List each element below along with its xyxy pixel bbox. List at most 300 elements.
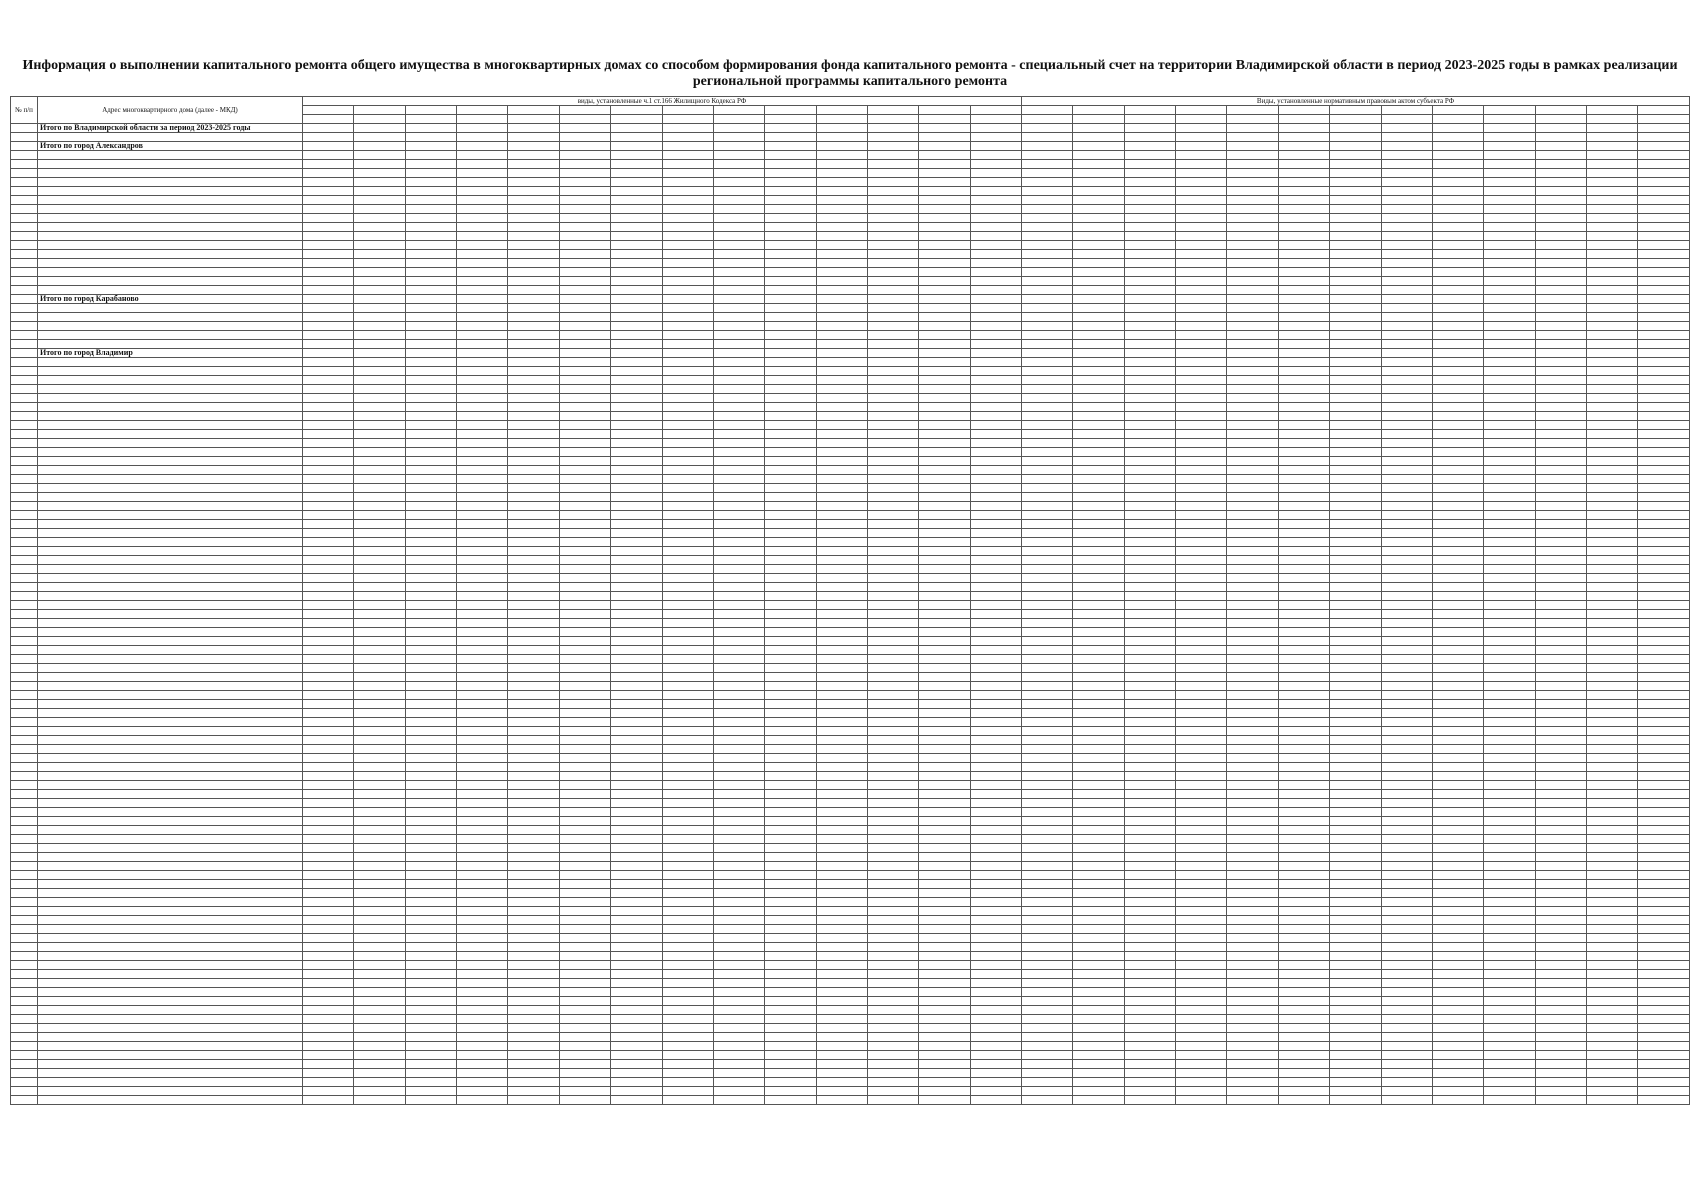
row-value-cell xyxy=(303,826,354,835)
row-value-cell xyxy=(662,889,713,898)
row-value-cell xyxy=(1227,538,1278,547)
row-value-cell xyxy=(611,313,662,322)
row-no-cell xyxy=(11,403,38,412)
row-value-cell xyxy=(816,169,867,178)
row-value-cell xyxy=(354,943,405,952)
row-value-cell xyxy=(970,169,1021,178)
row-value-cell xyxy=(1073,1006,1124,1015)
row-value-cell xyxy=(1330,826,1381,835)
row-value-cell xyxy=(1124,511,1175,520)
row-value-cell xyxy=(354,385,405,394)
row-value-cell xyxy=(970,196,1021,205)
row-value-cell xyxy=(405,1033,456,1042)
row-value-cell xyxy=(867,178,918,187)
row-value-cell xyxy=(1381,241,1432,250)
row-value-cell xyxy=(765,637,816,646)
row-value-cell xyxy=(1432,817,1483,826)
row-value-cell xyxy=(970,745,1021,754)
row-value-cell xyxy=(970,934,1021,943)
row-value-cell xyxy=(713,457,764,466)
row-value-cell xyxy=(1124,1006,1175,1015)
row-value-cell xyxy=(354,1078,405,1087)
row-value-cell xyxy=(1022,466,1073,475)
row-value-cell xyxy=(1535,412,1586,421)
row-value-cell xyxy=(765,259,816,268)
row-value-cell xyxy=(1124,754,1175,763)
row-value-cell xyxy=(1535,349,1586,358)
table-row xyxy=(11,511,1690,520)
row-value-cell xyxy=(1124,1078,1175,1087)
row-value-cell xyxy=(508,916,559,925)
row-address-cell xyxy=(38,682,303,691)
row-value-cell xyxy=(1227,781,1278,790)
row-value-cell xyxy=(354,610,405,619)
row-value-cell xyxy=(457,979,508,988)
row-value-cell xyxy=(1484,457,1535,466)
row-value-cell xyxy=(1227,394,1278,403)
row-value-cell xyxy=(1432,835,1483,844)
row-value-cell xyxy=(970,844,1021,853)
row-value-cell xyxy=(1638,322,1690,331)
row-value-cell xyxy=(867,313,918,322)
header-unit xyxy=(1124,115,1175,124)
row-value-cell xyxy=(405,160,456,169)
row-value-cell xyxy=(1022,970,1073,979)
row-value-cell xyxy=(1278,1015,1329,1024)
row-value-cell xyxy=(611,151,662,160)
row-value-cell xyxy=(713,142,764,151)
row-value-cell xyxy=(457,736,508,745)
row-value-cell xyxy=(559,970,610,979)
row-value-cell xyxy=(559,565,610,574)
row-value-cell xyxy=(1535,592,1586,601)
row-value-cell xyxy=(970,988,1021,997)
row-value-cell xyxy=(1330,943,1381,952)
row-value-cell xyxy=(765,412,816,421)
row-value-cell xyxy=(816,232,867,241)
row-value-cell xyxy=(1432,925,1483,934)
row-value-cell xyxy=(1278,691,1329,700)
row-value-cell xyxy=(611,160,662,169)
row-value-cell xyxy=(970,727,1021,736)
row-value-cell xyxy=(354,259,405,268)
row-value-cell xyxy=(559,772,610,781)
row-value-cell xyxy=(1124,520,1175,529)
row-value-cell xyxy=(508,538,559,547)
row-address-cell xyxy=(38,673,303,682)
row-value-cell xyxy=(1073,1096,1124,1105)
row-value-cell xyxy=(611,664,662,673)
row-value-cell xyxy=(1176,133,1227,142)
row-value-cell xyxy=(611,763,662,772)
row-value-cell xyxy=(765,556,816,565)
row-value-cell xyxy=(919,1033,970,1042)
row-value-cell xyxy=(1330,529,1381,538)
row-value-cell xyxy=(457,547,508,556)
row-value-cell xyxy=(508,619,559,628)
row-value-cell xyxy=(303,457,354,466)
row-value-cell xyxy=(508,709,559,718)
row-value-cell xyxy=(1124,223,1175,232)
row-value-cell xyxy=(1638,673,1690,682)
row-value-cell xyxy=(662,529,713,538)
row-value-cell xyxy=(508,637,559,646)
row-value-cell xyxy=(662,331,713,340)
row-value-cell xyxy=(662,1024,713,1033)
row-value-cell xyxy=(970,826,1021,835)
row-value-cell xyxy=(1176,664,1227,673)
row-value-cell xyxy=(1227,367,1278,376)
row-value-cell xyxy=(559,349,610,358)
row-value-cell xyxy=(1227,259,1278,268)
row-value-cell xyxy=(405,619,456,628)
row-value-cell xyxy=(1176,448,1227,457)
row-value-cell xyxy=(1176,925,1227,934)
row-value-cell xyxy=(1073,385,1124,394)
row-value-cell xyxy=(1022,772,1073,781)
row-value-cell xyxy=(1124,187,1175,196)
row-value-cell xyxy=(713,394,764,403)
row-value-cell xyxy=(867,565,918,574)
row-value-cell xyxy=(303,439,354,448)
row-value-cell xyxy=(303,853,354,862)
row-value-cell xyxy=(919,538,970,547)
row-value-cell xyxy=(1227,1042,1278,1051)
row-value-cell xyxy=(970,520,1021,529)
row-value-cell xyxy=(1176,835,1227,844)
row-value-cell xyxy=(1638,700,1690,709)
row-value-cell xyxy=(611,475,662,484)
row-value-cell xyxy=(1432,952,1483,961)
row-value-cell xyxy=(457,889,508,898)
row-value-cell xyxy=(1176,511,1227,520)
row-value-cell xyxy=(867,664,918,673)
row-value-cell xyxy=(1022,1069,1073,1078)
row-value-cell xyxy=(1330,601,1381,610)
row-value-cell xyxy=(559,1087,610,1096)
header-col xyxy=(1586,106,1637,115)
row-value-cell xyxy=(303,547,354,556)
row-value-cell xyxy=(1432,439,1483,448)
row-value-cell xyxy=(457,151,508,160)
row-value-cell xyxy=(816,583,867,592)
row-value-cell xyxy=(970,970,1021,979)
row-value-cell xyxy=(1535,277,1586,286)
row-value-cell xyxy=(1535,1087,1586,1096)
row-value-cell xyxy=(354,736,405,745)
row-value-cell xyxy=(457,556,508,565)
row-value-cell xyxy=(354,583,405,592)
table-row xyxy=(11,151,1690,160)
row-value-cell xyxy=(1535,1033,1586,1042)
row-value-cell xyxy=(1381,475,1432,484)
row-value-cell xyxy=(405,565,456,574)
row-value-cell xyxy=(1227,295,1278,304)
row-value-cell xyxy=(1586,259,1637,268)
row-value-cell xyxy=(816,223,867,232)
row-value-cell xyxy=(303,1078,354,1087)
row-value-cell xyxy=(1124,583,1175,592)
row-value-cell xyxy=(1432,394,1483,403)
row-value-cell xyxy=(1278,871,1329,880)
row-value-cell xyxy=(303,484,354,493)
row-value-cell xyxy=(559,655,610,664)
row-value-cell xyxy=(1638,1078,1690,1087)
row-value-cell xyxy=(1227,133,1278,142)
row-value-cell xyxy=(1586,619,1637,628)
row-value-cell xyxy=(1432,178,1483,187)
report-table-frame xyxy=(10,96,1690,1191)
row-value-cell xyxy=(713,781,764,790)
row-value-cell xyxy=(1022,952,1073,961)
row-value-cell xyxy=(559,592,610,601)
row-value-cell xyxy=(1586,511,1637,520)
row-value-cell xyxy=(354,187,405,196)
row-value-cell xyxy=(1330,637,1381,646)
row-value-cell xyxy=(1381,898,1432,907)
row-no-cell xyxy=(11,304,38,313)
row-value-cell xyxy=(1176,484,1227,493)
row-value-cell xyxy=(559,952,610,961)
row-value-cell xyxy=(1227,637,1278,646)
row-address-cell xyxy=(38,808,303,817)
row-value-cell xyxy=(1381,187,1432,196)
row-value-cell xyxy=(1227,727,1278,736)
row-value-cell xyxy=(405,844,456,853)
row-value-cell xyxy=(867,1078,918,1087)
row-value-cell xyxy=(970,871,1021,880)
row-value-cell xyxy=(1176,907,1227,916)
row-address-cell xyxy=(38,1078,303,1087)
row-no-cell xyxy=(11,520,38,529)
row-value-cell xyxy=(559,916,610,925)
row-value-cell xyxy=(970,421,1021,430)
row-value-cell xyxy=(559,367,610,376)
row-value-cell xyxy=(457,835,508,844)
row-value-cell xyxy=(867,475,918,484)
row-value-cell xyxy=(405,232,456,241)
row-value-cell xyxy=(1638,970,1690,979)
row-value-cell xyxy=(1073,412,1124,421)
row-value-cell xyxy=(405,151,456,160)
table-row xyxy=(11,331,1690,340)
row-value-cell xyxy=(1432,277,1483,286)
row-value-cell xyxy=(1432,646,1483,655)
row-value-cell xyxy=(1586,1033,1637,1042)
row-value-cell xyxy=(1586,655,1637,664)
row-value-cell xyxy=(611,1042,662,1051)
row-value-cell xyxy=(1330,574,1381,583)
row-value-cell xyxy=(354,421,405,430)
table-row xyxy=(11,745,1690,754)
row-address-cell xyxy=(38,844,303,853)
row-value-cell xyxy=(1227,844,1278,853)
row-value-cell xyxy=(867,1024,918,1033)
row-value-cell xyxy=(970,160,1021,169)
row-value-cell xyxy=(1227,250,1278,259)
row-value-cell xyxy=(1484,844,1535,853)
row-value-cell xyxy=(405,763,456,772)
row-value-cell xyxy=(611,853,662,862)
header-unit xyxy=(919,115,970,124)
row-value-cell xyxy=(765,502,816,511)
row-value-cell xyxy=(1586,862,1637,871)
row-value-cell xyxy=(457,1042,508,1051)
row-value-cell xyxy=(1073,457,1124,466)
row-value-cell xyxy=(1330,430,1381,439)
row-value-cell xyxy=(1073,1087,1124,1096)
row-value-cell xyxy=(816,889,867,898)
row-value-cell xyxy=(1022,340,1073,349)
row-value-cell xyxy=(1124,844,1175,853)
row-value-cell xyxy=(508,1033,559,1042)
row-value-cell xyxy=(303,664,354,673)
row-value-cell xyxy=(457,205,508,214)
row-value-cell xyxy=(457,340,508,349)
table-row xyxy=(11,484,1690,493)
row-value-cell xyxy=(816,241,867,250)
row-value-cell xyxy=(611,880,662,889)
row-value-cell xyxy=(662,907,713,916)
row-value-cell xyxy=(1586,970,1637,979)
row-value-cell xyxy=(970,124,1021,133)
row-value-cell xyxy=(1638,691,1690,700)
row-value-cell xyxy=(713,502,764,511)
row-value-cell xyxy=(1638,655,1690,664)
row-value-cell xyxy=(1381,1060,1432,1069)
row-value-cell xyxy=(1022,313,1073,322)
row-value-cell xyxy=(1638,1024,1690,1033)
row-address-cell xyxy=(38,556,303,565)
row-value-cell xyxy=(1381,628,1432,637)
row-value-cell xyxy=(1022,232,1073,241)
row-value-cell xyxy=(457,538,508,547)
row-value-cell xyxy=(662,979,713,988)
row-value-cell xyxy=(1330,232,1381,241)
row-value-cell xyxy=(662,826,713,835)
row-value-cell xyxy=(1022,1060,1073,1069)
row-address-cell xyxy=(38,205,303,214)
row-value-cell xyxy=(1586,1096,1637,1105)
row-value-cell xyxy=(457,322,508,331)
row-value-cell xyxy=(559,286,610,295)
row-value-cell xyxy=(457,412,508,421)
row-value-cell xyxy=(1022,682,1073,691)
row-value-cell xyxy=(1484,583,1535,592)
row-value-cell xyxy=(508,664,559,673)
row-value-cell xyxy=(1176,943,1227,952)
row-value-cell xyxy=(303,691,354,700)
row-no-cell xyxy=(11,205,38,214)
row-value-cell xyxy=(1586,925,1637,934)
row-value-cell xyxy=(919,178,970,187)
row-value-cell xyxy=(867,619,918,628)
row-value-cell xyxy=(919,763,970,772)
row-value-cell xyxy=(867,610,918,619)
row-value-cell xyxy=(508,457,559,466)
row-value-cell xyxy=(1176,673,1227,682)
row-value-cell xyxy=(816,448,867,457)
row-value-cell xyxy=(1330,961,1381,970)
row-address-cell xyxy=(38,520,303,529)
row-value-cell xyxy=(1124,736,1175,745)
row-value-cell xyxy=(1278,907,1329,916)
row-value-cell xyxy=(457,610,508,619)
row-value-cell xyxy=(1535,862,1586,871)
row-value-cell xyxy=(713,430,764,439)
row-value-cell xyxy=(970,790,1021,799)
table-row xyxy=(11,1087,1690,1096)
row-value-cell xyxy=(765,745,816,754)
row-value-cell xyxy=(1330,745,1381,754)
row-value-cell xyxy=(303,961,354,970)
row-value-cell xyxy=(405,907,456,916)
row-value-cell xyxy=(1124,619,1175,628)
row-value-cell xyxy=(354,898,405,907)
row-value-cell xyxy=(1484,673,1535,682)
row-value-cell xyxy=(765,790,816,799)
row-value-cell xyxy=(713,1051,764,1060)
row-value-cell xyxy=(970,943,1021,952)
row-value-cell xyxy=(508,448,559,457)
row-value-cell xyxy=(919,1051,970,1060)
row-value-cell xyxy=(1586,979,1637,988)
row-value-cell xyxy=(559,295,610,304)
row-value-cell xyxy=(559,1006,610,1015)
row-value-cell xyxy=(816,835,867,844)
row-value-cell xyxy=(303,1069,354,1078)
row-value-cell xyxy=(405,394,456,403)
row-value-cell xyxy=(919,952,970,961)
row-value-cell xyxy=(1278,1087,1329,1096)
row-value-cell xyxy=(1638,421,1690,430)
row-value-cell xyxy=(1330,565,1381,574)
row-value-cell xyxy=(1022,592,1073,601)
row-value-cell xyxy=(303,1042,354,1051)
row-value-cell xyxy=(611,691,662,700)
row-value-cell xyxy=(303,1006,354,1015)
row-value-cell xyxy=(970,997,1021,1006)
row-value-cell xyxy=(867,1015,918,1024)
row-value-cell xyxy=(611,331,662,340)
row-value-cell xyxy=(1124,763,1175,772)
row-value-cell xyxy=(559,394,610,403)
row-value-cell xyxy=(765,196,816,205)
row-value-cell xyxy=(303,790,354,799)
row-value-cell xyxy=(765,277,816,286)
row-value-cell xyxy=(1073,493,1124,502)
row-value-cell xyxy=(1073,178,1124,187)
row-value-cell xyxy=(1278,439,1329,448)
row-value-cell xyxy=(662,709,713,718)
row-value-cell xyxy=(405,295,456,304)
row-value-cell xyxy=(1073,592,1124,601)
row-value-cell xyxy=(303,799,354,808)
row-value-cell xyxy=(405,583,456,592)
row-value-cell xyxy=(765,385,816,394)
row-value-cell xyxy=(1638,124,1690,133)
table-row xyxy=(11,601,1690,610)
row-value-cell xyxy=(1432,1078,1483,1087)
row-value-cell xyxy=(1638,268,1690,277)
row-value-cell xyxy=(919,349,970,358)
row-value-cell xyxy=(970,1042,1021,1051)
row-value-cell xyxy=(1227,205,1278,214)
row-value-cell xyxy=(1586,214,1637,223)
row-value-cell xyxy=(1484,790,1535,799)
row-value-cell xyxy=(1484,619,1535,628)
row-value-cell xyxy=(1586,367,1637,376)
